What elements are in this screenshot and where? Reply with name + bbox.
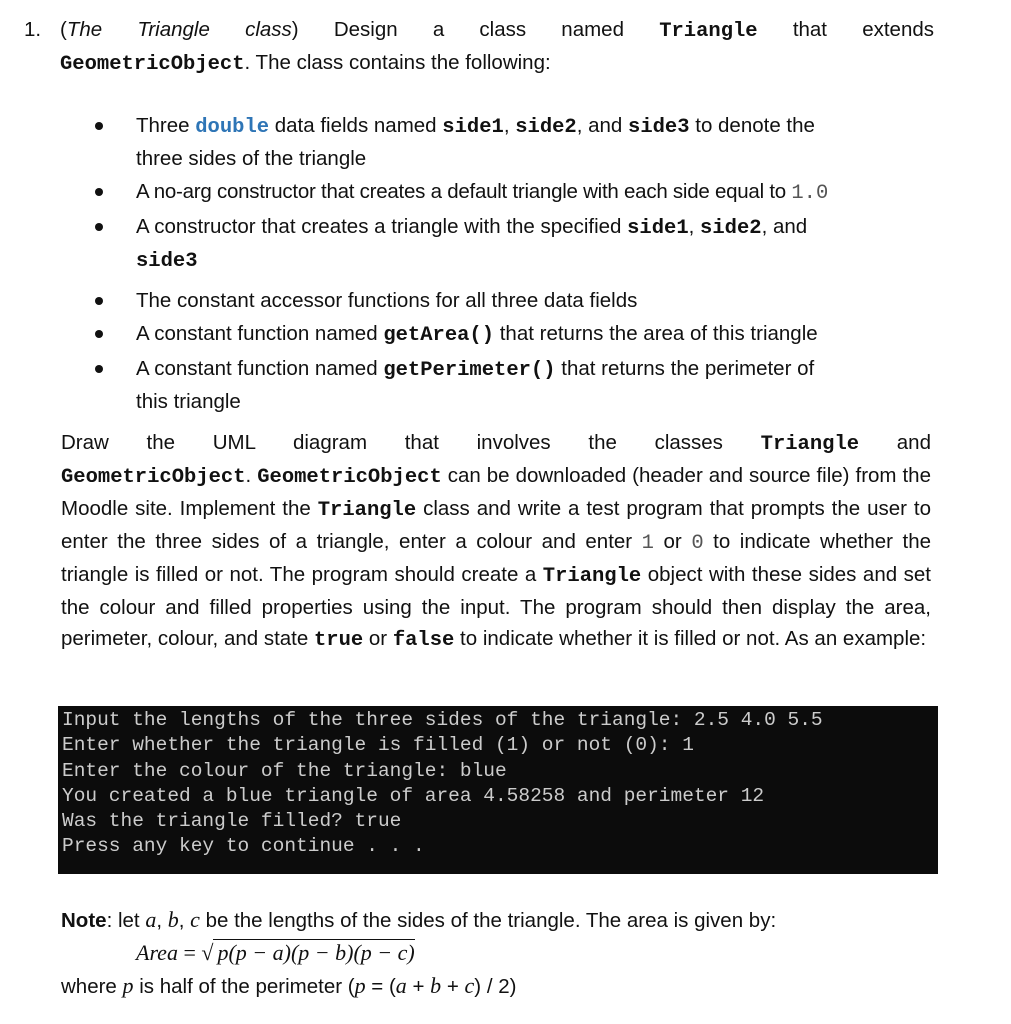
console-line: Press any key to continue . . . <box>62 835 425 858</box>
where-line: where p is half of the perimeter (p = (a + b + c) / 2) <box>61 973 517 998</box>
console-line: You created a blue triangle of area 4.58258 and perimeter 12 <box>62 784 765 807</box>
class-name-triangle: Triangle <box>659 20 758 43</box>
list-item: A no-arg constructor that creates a default triangle with each side equal to 1.0 <box>90 176 940 209</box>
bullet-icon <box>95 330 103 338</box>
question-title-line-2: GeometricObject. The class contains the following: <box>60 51 551 76</box>
bullet-icon <box>95 188 103 196</box>
list-item: A constant function named getPerimeter() that returns the perimeter of this triangle <box>90 353 940 417</box>
type-keyword: double <box>195 116 270 139</box>
console-line: Enter whether the triangle is filled (1) or not (0): 1 <box>62 734 694 757</box>
function-name: getPerimeter() <box>383 359 556 382</box>
note-section <box>61 904 941 1002</box>
question-header <box>24 14 934 80</box>
note-line: Note: let a, b, c be the lengths of the sides of the triangle. The area is given by: <box>61 907 777 932</box>
instructions-paragraph: Draw the UML diagram that involves the classes Triangle and GeometricObject. GeometricObject can be downloaded (header and source file) from the Moodle site. Implement the Triangle class and write a test program that prompts the user to enter the three sides of a triangle, enter a colour and enter 1 or 0 to indicate whether the triangle is filled or not. The program should create a Triangle object with these sides and set the colour and filled properties using the input. The program should then display the area, perimeter, colour, and state true or false to indicate whether it is filled or not. As an example: <box>61 431 931 652</box>
area-formula: Area = √ p(p − a)(p − b)(p − c) <box>136 940 415 965</box>
list-item: Three double data fields named side1, side2, and side3 to denote the three sides of the triangle <box>90 110 940 174</box>
bullet-icon <box>95 223 103 231</box>
console-line: Was the triangle filled? true <box>62 810 402 833</box>
bullet-icon <box>95 365 103 373</box>
list-item: A constant function named getArea() that returns the area of this triangle <box>90 318 940 351</box>
console-line: Input the lengths of the three sides of the triangle: 2.5 4.0 5.5 <box>62 709 823 731</box>
sqrt-icon: √ <box>201 940 214 965</box>
console-output <box>58 706 938 874</box>
console-line: Enter the colour of the triangle: blue <box>62 759 507 782</box>
requirements-list <box>90 110 940 419</box>
question-title-line: (The Triangle class) Design a class named Triangle that extends <box>60 18 934 43</box>
list-item: A constructor that creates a triangle with the specified side1, side2, and side3 <box>90 211 940 277</box>
bullet-icon <box>95 297 103 305</box>
question-title: The Triangle class <box>66 18 292 41</box>
list-item: The constant accessor functions for all three data fields <box>90 285 940 316</box>
note-label: Note <box>61 909 107 932</box>
question-number: 1. <box>24 18 42 41</box>
bullet-icon <box>95 122 103 130</box>
function-name: getArea() <box>383 324 495 347</box>
class-name-geometricobject: GeometricObject <box>60 53 245 76</box>
